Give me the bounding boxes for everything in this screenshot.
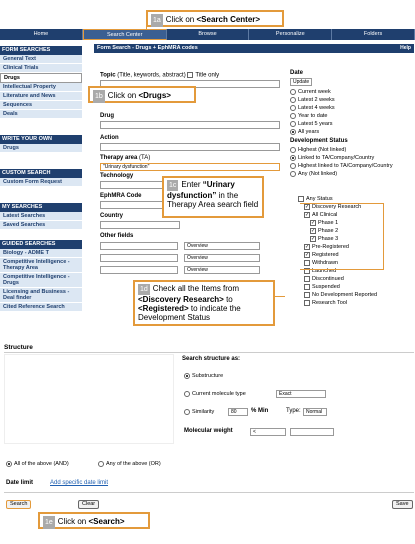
dev-opt[interactable]: Any (Not linked): [290, 170, 414, 178]
other-input-3[interactable]: [100, 266, 178, 274]
callout-tag: 1d: [140, 286, 148, 293]
callout-text: Enter: [181, 180, 203, 189]
callout-text: in the Therapy Area search field: [167, 191, 259, 209]
sidebar-item-ip[interactable]: Intellectual Property: [0, 83, 82, 92]
sidebar-item-literature[interactable]: Literature and News: [0, 92, 82, 101]
check-withdrawn[interactable]: Withdrawn: [298, 259, 398, 267]
tab-personalize[interactable]: Personalize: [249, 29, 332, 40]
pct-min-label: % Min: [251, 408, 269, 414]
callout-text: Click on: [165, 15, 197, 24]
check-no-dev[interactable]: No Development Reported: [298, 291, 398, 299]
check-research-tool[interactable]: Research Tool: [298, 299, 398, 307]
sidebar-item-cited[interactable]: Cited Reference Search: [0, 303, 82, 312]
sidebar-heading: MY SEARCHES: [0, 203, 82, 212]
divider: [4, 352, 414, 353]
exact-select[interactable]: Exact: [276, 390, 326, 398]
or-radio[interactable]: Any of the above (OR): [98, 460, 161, 468]
check-discovery[interactable]: ✓ Discovery Research: [305, 203, 362, 210]
form-title: Form Search - Drugs + EphMRA codes: [97, 45, 198, 51]
other-input-1[interactable]: [100, 242, 178, 250]
drug-label: Drug: [100, 113, 114, 119]
ephmra-label: EphMRA Code: [100, 193, 142, 199]
callout-text: to indicate the Development Status: [138, 304, 241, 322]
other-select-2[interactable]: Overview: [184, 254, 260, 262]
dev-opt[interactable]: Linked to TA/Company/Country: [290, 154, 414, 162]
search-as-label: Search structure as:: [182, 356, 241, 362]
form-header: [94, 44, 414, 53]
date-opt[interactable]: Current week: [290, 88, 410, 96]
dev-opt[interactable]: Highest linked to TA/Company/Country: [290, 162, 414, 170]
other-input-2[interactable]: [100, 254, 178, 262]
date-opt[interactable]: Latest 2 weeks: [290, 96, 410, 104]
sidebar-item-latest[interactable]: Latest Searches: [0, 212, 82, 221]
similarity-radio[interactable]: Similarity: [184, 408, 214, 416]
date-options: [290, 88, 410, 136]
molwt-op-select[interactable]: <: [250, 428, 286, 436]
molwt-label: Molecular weight: [184, 428, 233, 434]
date-opt[interactable]: Year to date: [290, 112, 410, 120]
date-opt[interactable]: Latest 5 years: [290, 120, 410, 128]
check-any[interactable]: Any Status: [298, 195, 398, 203]
callout-tag: 1e: [43, 516, 55, 529]
callout-bold: <Search Center>: [196, 15, 261, 24]
check-prereg[interactable]: ✓ Pre-Registered: [305, 243, 349, 250]
sidebar-item-drugs[interactable]: Drugs: [0, 73, 82, 83]
tab-search-center[interactable]: Search Center: [83, 29, 167, 40]
sidebar-heading: CUSTOM SEARCH: [0, 169, 82, 178]
sidebar-item-ci-drugs[interactable]: Competitive Intelligence - Drugs: [0, 273, 82, 288]
connector: [275, 296, 285, 297]
callout-bold: <Drugs>: [138, 91, 171, 100]
callout-bold: “Urinary dysfunction”: [167, 180, 235, 200]
date-opt[interactable]: All years: [290, 128, 410, 136]
callout-1c: [162, 176, 264, 218]
save-button[interactable]: Save: [392, 500, 413, 509]
top-nav: [0, 29, 415, 40]
check-discontinued[interactable]: Discontinued: [298, 275, 398, 283]
devstatus-label: Development Status: [290, 138, 348, 144]
callout-tag: 1a: [151, 14, 163, 27]
type-label: Type:: [286, 408, 301, 414]
sidebar-item-custom-form[interactable]: Custom Form Request: [0, 178, 82, 187]
other-select-3[interactable]: Overview: [184, 266, 260, 274]
sidebar-heading: FORM SEARCHES: [0, 46, 82, 55]
callout-tag: 1b: [93, 90, 105, 103]
callout-text: to: [223, 295, 233, 304]
check-suspended[interactable]: Suspended: [298, 283, 398, 291]
sidebar-item-ci-therapy[interactable]: Competitive Intelligence - Therapy Area: [0, 258, 82, 273]
check-phase1[interactable]: ✓ Phase 1: [311, 219, 339, 226]
callout-1a: [146, 10, 284, 27]
tab-browse[interactable]: Browse: [167, 29, 250, 40]
callout-text: Click on: [107, 91, 139, 100]
sidebar-item-deals[interactable]: Deals: [0, 110, 82, 119]
structure-drawing-area[interactable]: [4, 354, 174, 444]
search-button[interactable]: Search: [6, 500, 31, 509]
type-select[interactable]: Normal: [303, 408, 327, 416]
sidebar: [0, 44, 82, 312]
check-phase3[interactable]: ✓ Phase 3: [311, 235, 339, 242]
country-label: Country: [100, 213, 123, 219]
callout-tag: 1c: [169, 182, 177, 189]
sidebar-item-sequences[interactable]: Sequences: [0, 101, 82, 110]
technology-label: Technology: [100, 173, 134, 179]
sidebar-item-licensing[interactable]: Licensing and Business - Deal finder: [0, 288, 82, 303]
structure-label: Structure: [4, 344, 33, 351]
date-limit-link[interactable]: Add specific date limit: [50, 480, 109, 486]
and-radio[interactable]: All of the above (AND): [6, 460, 69, 468]
callout-bold: <Discovery Research>: [138, 295, 224, 304]
highlight-bracket: [300, 203, 384, 270]
date-label: Date: [290, 70, 304, 76]
check-all-clinical[interactable]: ✓ All Clinical: [305, 211, 338, 218]
title-only-checkbox[interactable]: [187, 72, 193, 78]
tab-home[interactable]: Home: [0, 29, 83, 40]
country-input[interactable]: [100, 221, 180, 229]
date-opt[interactable]: Latest 4 weeks: [290, 104, 410, 112]
molwt-input[interactable]: [290, 428, 334, 436]
other-select-1[interactable]: Overview: [184, 242, 260, 250]
action-label: Action: [100, 135, 119, 141]
callout-text: Click on: [57, 517, 89, 526]
topic-label: Topic (Title, keywords, abstract) Title only: [100, 72, 220, 79]
therapy-input[interactable]: "Urinary dysfunction": [100, 163, 280, 171]
callout-bold: <Registered>: [138, 304, 189, 313]
callout-bold: <Search>: [88, 517, 125, 526]
drug-input[interactable]: [100, 121, 280, 129]
sidebar-heading: WRITE YOUR OWN: [0, 135, 82, 144]
devstatus-options: [290, 146, 414, 178]
other-fields-label: Other fields: [100, 233, 134, 239]
check-phase2[interactable]: ✓ Phase 2: [311, 227, 339, 234]
date-select[interactable]: Update: [290, 78, 312, 86]
similarity-input[interactable]: 80: [228, 408, 248, 416]
check-launched[interactable]: Launched: [298, 267, 398, 275]
dev-opt[interactable]: Highest (Not linked): [290, 146, 414, 154]
check-registered[interactable]: ✓ Registered: [305, 251, 339, 258]
sidebar-item-write-drugs[interactable]: Drugs: [0, 144, 82, 153]
tab-folders[interactable]: Folders: [332, 29, 415, 40]
sidebar-item-clinical-trials[interactable]: Clinical Trials: [0, 64, 82, 73]
sidebar-item-general-text[interactable]: General Text: [0, 55, 82, 64]
sidebar-heading: GUIDED SEARCHES: [0, 240, 82, 249]
callout-1e: [38, 512, 150, 529]
therapy-label: Therapy area (TA): [100, 155, 151, 161]
callout-text: Check all the Items from: [152, 284, 240, 293]
callout-1b: [88, 86, 196, 103]
substructure-radio[interactable]: Substructure: [184, 372, 223, 380]
help-link[interactable]: Help: [400, 45, 411, 51]
sidebar-item-biology[interactable]: Biology - ADME T: [0, 249, 82, 258]
date-limit-label: Date limit: [6, 480, 34, 486]
callout-1d: [133, 280, 275, 326]
clear-button[interactable]: Clear: [78, 500, 99, 509]
action-input[interactable]: [100, 143, 280, 151]
sidebar-item-saved[interactable]: Saved Searches: [0, 221, 82, 230]
divider: [4, 492, 414, 493]
current-type-radio[interactable]: Current molecule type: [184, 390, 246, 398]
